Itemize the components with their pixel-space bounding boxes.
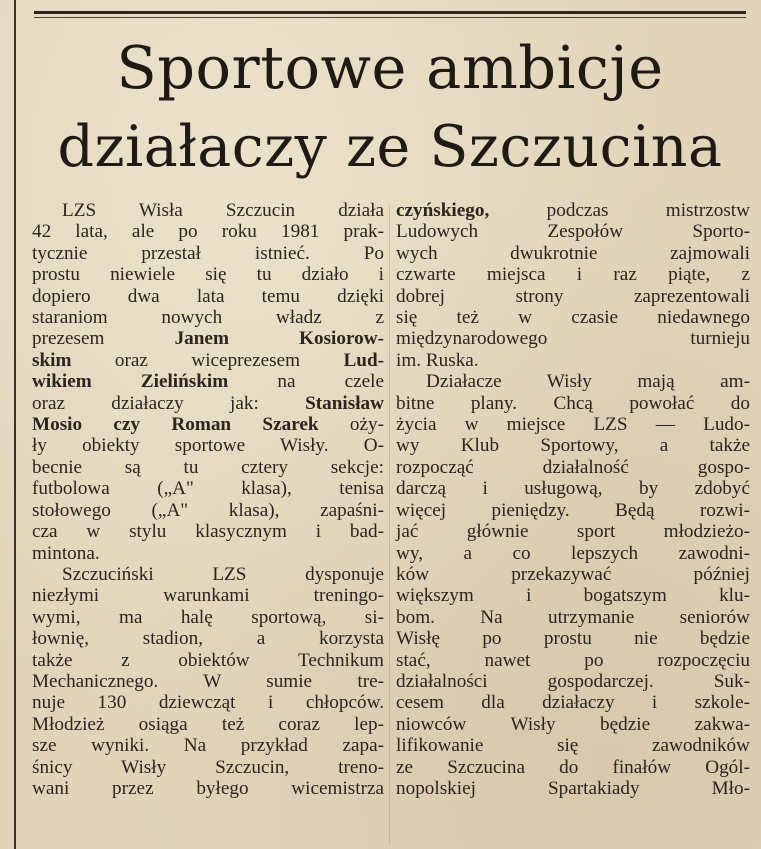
text-line: łownię, stadion, a korzysta [32, 628, 384, 650]
text-fragment: oży- [318, 414, 385, 436]
bold-name-text: skim [32, 349, 72, 371]
text-line: wych dwukrotnie zajmowali [396, 242, 750, 264]
text-line: niowców Wisły będzie zakwa- [396, 713, 750, 735]
text-line: cza w stylu klasycznym i bad- [32, 521, 384, 543]
bold-name-text: Mosio czy Roman Szarek [32, 414, 319, 436]
text-line: także z obiektów Technikum [32, 649, 384, 671]
text-line [32, 350, 384, 371]
text-line [396, 200, 750, 221]
text-line: ków przekazywać później [396, 563, 750, 585]
text-line: nopolskiej Spartakiady Mło- [396, 777, 750, 799]
text-line: cesem dla działaczy i szkole- [396, 692, 750, 714]
text-line: więcej pieniędzy. Będą rozwi- [396, 499, 750, 521]
text-fragment: na czele [228, 371, 384, 393]
top-border-rule-thin [34, 17, 746, 18]
bold-name-text: Lud- [343, 349, 384, 371]
text-line: większym i bogatszym klu- [396, 585, 750, 607]
left-border-rule [14, 0, 16, 849]
text-line: sze wyniki. Na przykład zapa- [32, 735, 384, 757]
text-fragment: oraz działaczy jak: [32, 392, 306, 414]
bold-name-text: Janem Kosiorow- [174, 328, 384, 350]
text-line: dopiero dwa lata temu dzięki [32, 285, 384, 307]
headline-line-1: Sportowe ambicje [116, 33, 664, 102]
text-line: wymi, ma halę sportową, si- [32, 606, 384, 628]
text-fragment: prezesem [32, 328, 175, 350]
text-line: mintona. [32, 542, 100, 564]
text-line [32, 371, 384, 392]
text-line [32, 414, 384, 435]
article-column-left [32, 200, 384, 799]
bold-name-text: Stanisław [305, 392, 384, 414]
text-line: wy Klub Sportowy, a także [396, 435, 750, 457]
text-line: stać, nawet po rozpoczęciu [396, 649, 750, 671]
article-column-right [396, 200, 750, 799]
text-line: życia w miejsce LZS — Ludo- [396, 414, 750, 436]
text-line: śnicy Wisły Szczucin, treno- [32, 756, 384, 778]
text-line: ły obiekty sportowe Wisły. O- [32, 435, 384, 457]
text-line: jać głównie sport młodzieżo- [396, 521, 750, 543]
text-line: Wisłę po prostu nie będzie [396, 628, 750, 650]
text-line: LZS Wisła Szczucin działa [62, 200, 384, 221]
headline-line-2: działaczy ze Szczucina [57, 114, 723, 180]
article-headline [30, 28, 750, 186]
text-line: prostu niewiele się tu działo i [32, 264, 384, 286]
text-line: rozpocząć działalność gospo- [396, 456, 750, 478]
text-line: działalności gospodarczej. Suk- [396, 670, 750, 692]
text-line: czwarte miejsca i raz piąte, z [396, 264, 750, 286]
text-line: 42 lata, ale po roku 1981 prak- [32, 221, 384, 243]
text-line: wy, a co lepszych zawodni- [396, 542, 750, 564]
bold-name-text: wikiem Zielińskim [32, 371, 229, 393]
text-line: stołowego („A" klasa), zapaśni- [32, 499, 384, 521]
text-line: wani przez byłego wicemistrza [32, 777, 384, 799]
text-fragment: podczas mistrzostw [489, 200, 750, 221]
text-line: nuje 130 dziewcząt i chłopców. [32, 692, 384, 714]
text-line: międzynarodowego turnieju [396, 328, 750, 350]
text-line [32, 328, 384, 349]
text-line: lifikowanie się zawodników [396, 735, 750, 757]
text-line: futbolowa („A" klasa), tenisa [32, 478, 384, 500]
text-line: Mechanicznego. W sumie tre- [32, 670, 384, 692]
text-line: ze Szczucina do finałów Ogól- [396, 756, 750, 778]
text-line: Szczuciński LZS dysponuje [62, 563, 384, 585]
text-line: się też w czasie niedawnego [396, 307, 750, 329]
bold-name-text: czyńskiego, [396, 200, 490, 221]
text-line: bom. Na utrzymanie seniorów [396, 606, 750, 628]
text-line: bitne plany. Chcą powołać do [396, 392, 750, 414]
text-line: niezłymi warunkami treningo- [32, 585, 384, 607]
text-fragment: oraz wiceprezesem [71, 349, 344, 371]
text-line: dobrej strony zaprezentowali [396, 285, 750, 307]
text-line: im. Ruska. [396, 349, 479, 371]
text-line: darczą i usługową, by zdobyć [396, 478, 750, 500]
text-line: Działacze Wisły mają am- [426, 371, 750, 393]
text-line: becnie są tu cztery sekcje: [32, 456, 384, 478]
text-line: Ludowych Zespołów Sporto- [396, 221, 750, 243]
text-line [32, 393, 384, 414]
text-line: Młodzież osiąga też coraz lep- [32, 713, 384, 735]
top-border-rule [34, 11, 746, 14]
text-line: tycznie przestał istnieć. Po [32, 242, 384, 264]
column-divider [389, 205, 390, 845]
text-line: staraniom nowych władz z [32, 307, 384, 329]
